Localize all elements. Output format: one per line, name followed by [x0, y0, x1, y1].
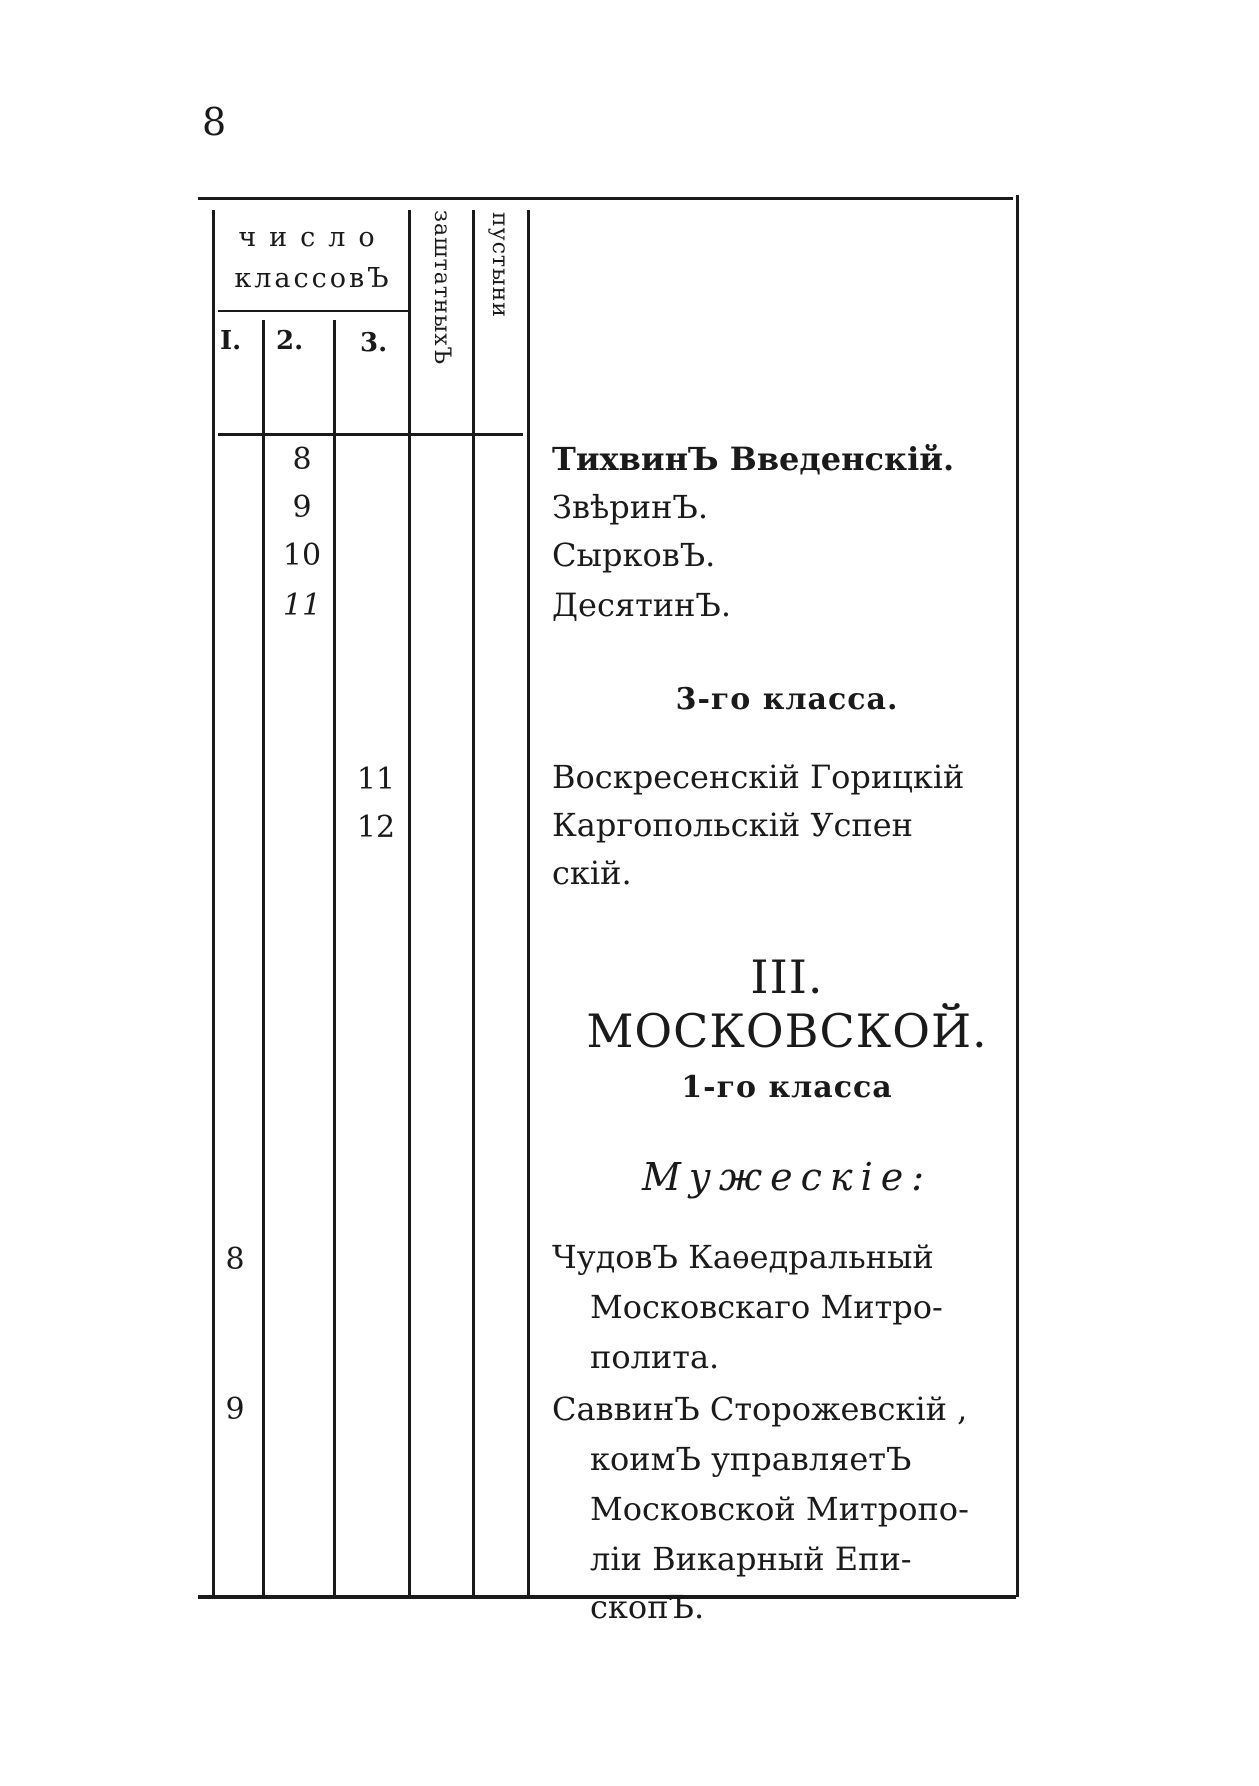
section-heading: III. МОСКОВСКОЙ. [586, 950, 988, 1058]
entry-name-cont: Московскаго Митро- [590, 1288, 943, 1326]
header-pustyni: пустыни [487, 212, 512, 318]
entry-number: 12 [356, 810, 396, 845]
class1-heading: 1-го класса [681, 1070, 893, 1105]
header-zashtatnykh: заштатныхЪ [429, 210, 454, 366]
entry-number: 8 [292, 442, 312, 477]
entry-name: Каргопольскій Успен [552, 806, 913, 844]
entry-number: 8 [225, 1242, 245, 1277]
page-number: 8 [202, 100, 227, 144]
entry-number: 11 [356, 762, 396, 797]
header-col-3: 3. [360, 328, 388, 358]
entry-name: ЗвѣринЪ. [552, 488, 708, 526]
header-klassov: классовЪ [234, 263, 392, 294]
entry-name: СаввинЪ Сторожевскій , [552, 1390, 968, 1428]
header-col-1: I. [220, 326, 242, 356]
entry-number: 9 [225, 1392, 245, 1427]
header-col-2: 2. [276, 326, 304, 356]
col-rule-5 [527, 210, 530, 1595]
header-chislo: число [238, 222, 388, 253]
entry-name: Воскресенскій Горицкій [552, 758, 965, 796]
entry-name: ТихвинЪ Введенскій. [552, 440, 955, 478]
entry-name-cont: скопЪ. [590, 1588, 705, 1626]
table-right-rule [1016, 195, 1019, 1597]
class3-heading: 3-го класса. [675, 682, 899, 717]
entry-name: ДесятинЪ. [552, 586, 732, 624]
entry-number: 11 [282, 588, 322, 623]
entry-name-cont: полита. [590, 1338, 720, 1376]
entry-name-cont: Московской Митропо- [590, 1490, 969, 1528]
entry-number: 9 [292, 490, 312, 525]
col-rule-4 [472, 210, 475, 1595]
header-under-klassov-rule [218, 310, 408, 312]
muzhskie-heading: Мужескіе: [641, 1155, 933, 1199]
entry-name-cont: коимЪ управляетЪ [590, 1440, 912, 1478]
col-rule-left [212, 210, 215, 1595]
entry-number: 10 [282, 538, 322, 573]
entry-name: СырковЪ. [552, 536, 716, 574]
entry-name-cont: ліи Викарный Епи- [590, 1540, 912, 1578]
entry-name-cont: скій. [552, 854, 632, 892]
col-rule-3 [408, 210, 411, 1595]
entry-name: ЧудовЪ Каѳедральный [552, 1238, 934, 1276]
table-top-rule [198, 197, 1013, 200]
col-rule-2 [333, 320, 336, 1595]
